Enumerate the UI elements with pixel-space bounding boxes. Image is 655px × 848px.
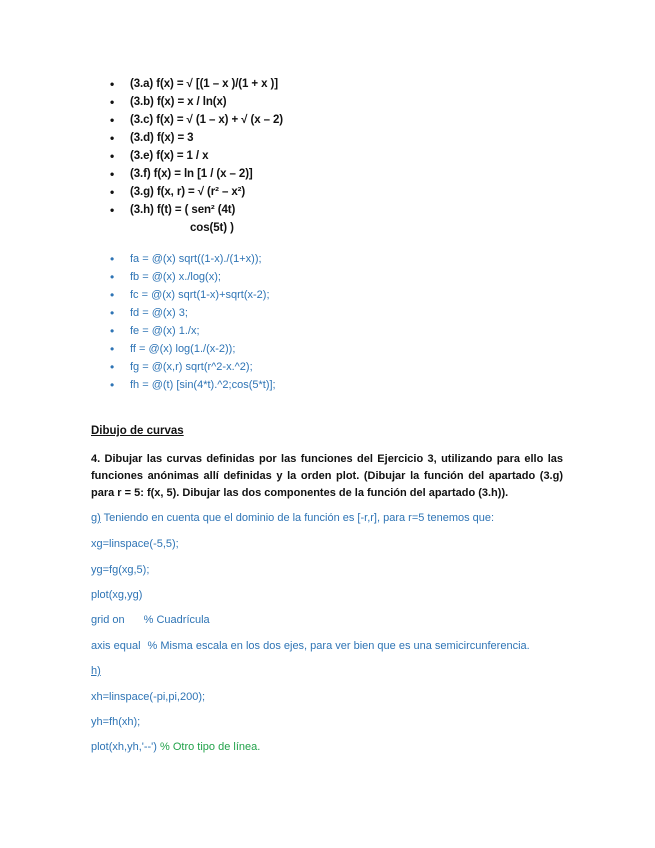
function-3b: (3.b) f(x) = x / ln(x) <box>130 96 227 108</box>
function-3f: (3.f) f(x) = ln [1 / (x – 2)] <box>130 168 253 180</box>
exercise-4-line-3: para r = 5: f(x, 5). Dibujar las dos componentes de la función del apartado (3.h)). <box>91 487 509 499</box>
list-item <box>110 322 590 340</box>
bullet-icon: • <box>110 288 115 302</box>
code-line-axis <box>91 640 530 652</box>
bullet-icon: • <box>110 252 115 266</box>
list-item <box>110 304 590 322</box>
section-heading: Dibujo de curvas <box>91 425 184 437</box>
function-3g: (3.g) f(x, r) = √ (r² – x²) <box>130 186 246 198</box>
code-comment-axis: % Misma escala en los dos ejes, para ver bien que es una semicircunferencia. <box>147 640 530 652</box>
function-3c: (3.c) f(x) = √ (1 – x) + √ (x – 2) <box>130 114 284 126</box>
bullet-icon: • <box>110 113 115 127</box>
bullet-icon: • <box>110 77 115 91</box>
bullet-icon: • <box>110 270 115 284</box>
list-item <box>110 250 590 268</box>
bullet-icon: • <box>110 203 115 217</box>
answer-g-text: Teniendo en cuenta que el dominio de la función es [-r,r], para r=5 tenemos que: <box>100 512 495 524</box>
list-item <box>110 129 590 147</box>
list-item <box>110 286 590 304</box>
exercise-3-function-list <box>110 75 590 236</box>
code-fb: fb = @(x) x./log(x); <box>130 271 221 283</box>
answer-h-label: h) <box>91 665 101 677</box>
bullet-icon: • <box>110 324 115 338</box>
exercise-4-line-1: 4. Dibujar las curvas definidas por las funciones del Ejercicio 3, utilizando para ello las <box>91 453 563 465</box>
code-line-xh: xh=linspace(-pi,pi,200); <box>91 691 206 703</box>
code-line-yh: yh=fh(xh); <box>91 716 141 728</box>
code-line-xg: xg=linspace(-5,5); <box>91 538 179 550</box>
code-line-plot-h <box>91 741 260 753</box>
function-3h-second-component: cos(5t) ) <box>190 222 234 234</box>
bullet-icon: • <box>110 149 115 163</box>
list-item <box>110 183 590 201</box>
bullet-icon: • <box>110 95 115 109</box>
bullet-icon: • <box>110 167 115 181</box>
bullet-icon: • <box>110 306 115 320</box>
answer-g-intro <box>91 512 494 524</box>
list-item <box>110 376 590 394</box>
code-ff: ff = @(x) log(1./(x-2)); <box>130 343 236 355</box>
list-item <box>110 165 590 183</box>
anonymous-function-list <box>110 250 590 394</box>
bullet-icon: • <box>110 342 115 356</box>
code-comment-grid: % Cuadrícula <box>143 614 210 626</box>
list-item <box>110 111 590 129</box>
list-item-continuation <box>110 219 590 236</box>
answer-g-label: g) <box>91 512 101 524</box>
bullet-icon: • <box>110 360 115 374</box>
code-line-yg: yg=fg(xg,5); <box>91 564 150 576</box>
function-3d: (3.d) f(x) = 3 <box>130 132 194 144</box>
code-fe: fe = @(x) 1./x; <box>130 325 200 337</box>
code-plot-h: plot(xh,yh,'--') <box>91 741 157 753</box>
function-3a: (3.a) f(x) = √ [(1 – x )/(1 + x )] <box>130 78 278 90</box>
code-fd: fd = @(x) 3; <box>130 307 188 319</box>
list-item <box>110 358 590 376</box>
code-line-plot-g: plot(xg,yg) <box>91 589 143 601</box>
code-line-grid <box>91 614 210 626</box>
exercise-4-statement <box>91 451 563 502</box>
bullet-icon: • <box>110 185 115 199</box>
list-item <box>110 268 590 286</box>
function-3h: (3.h) f(t) = ( sen² (4t) <box>130 204 236 216</box>
code-fh: fh = @(t) [sin(4*t).^2;cos(5*t)]; <box>130 379 276 391</box>
code-fa: fa = @(x) sqrt((1-x)./(1+x)); <box>130 253 262 265</box>
code-grid-on: grid on <box>91 614 125 626</box>
list-item <box>110 75 590 93</box>
list-item <box>110 340 590 358</box>
list-item <box>110 147 590 165</box>
list-item <box>110 201 590 219</box>
bullet-icon: • <box>110 378 115 392</box>
code-fc: fc = @(x) sqrt(1-x)+sqrt(x-2); <box>130 289 270 301</box>
function-3e: (3.e) f(x) = 1 / x <box>130 150 209 162</box>
list-item <box>110 93 590 111</box>
code-axis-equal: axis equal <box>91 640 141 652</box>
code-fg: fg = @(x,r) sqrt(r^2-x.^2); <box>130 361 253 373</box>
code-comment-plot-h: % Otro tipo de línea. <box>160 741 261 753</box>
bullet-icon: • <box>110 131 115 145</box>
exercise-4-line-2: funciones anónimas allí definidas y la orden plot. (Dibujar la función del apartado (3.g) <box>91 470 563 482</box>
